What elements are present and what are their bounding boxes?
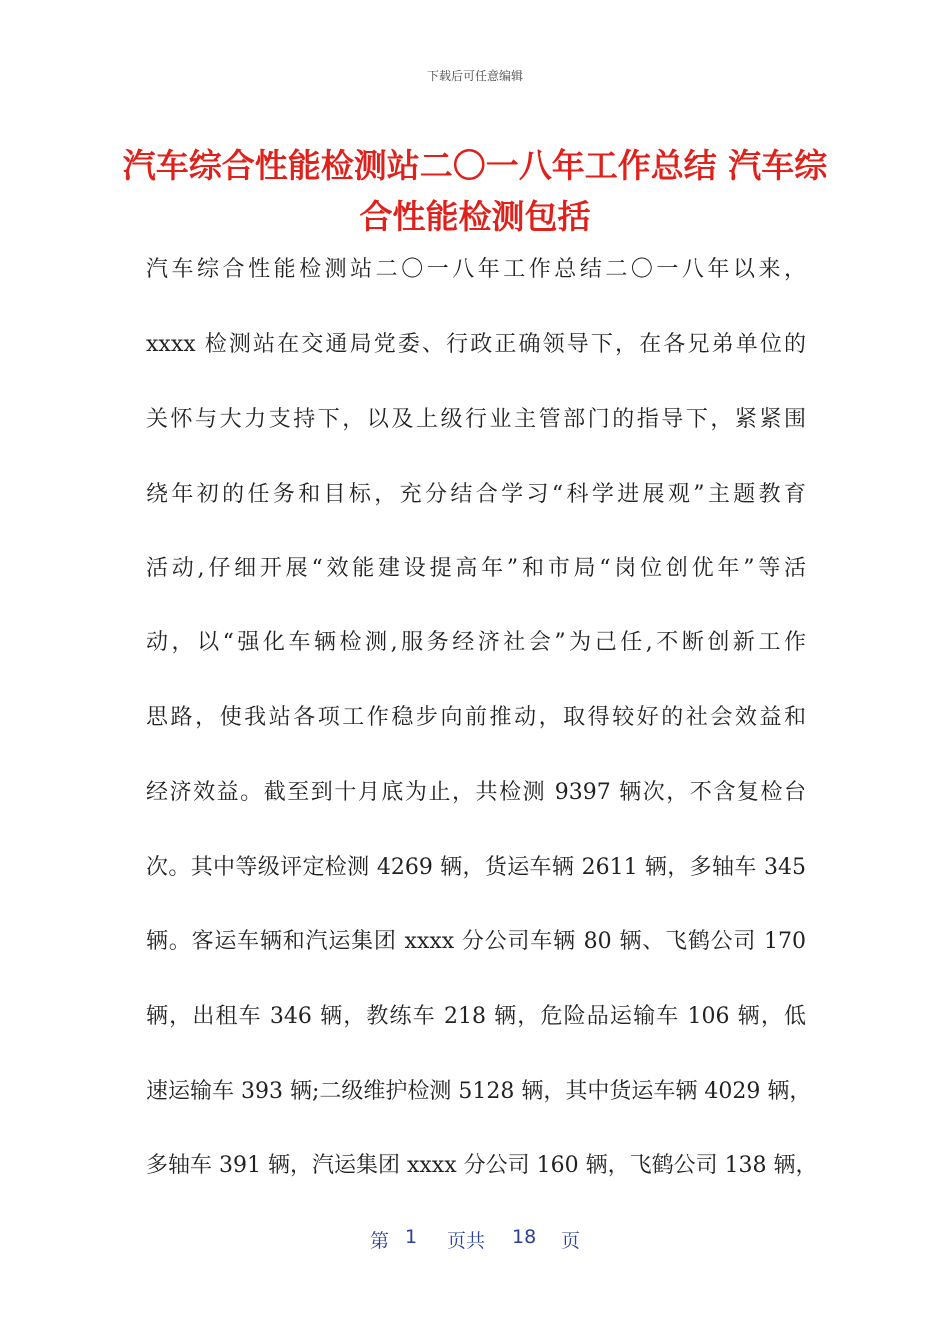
body-line: xxxx 检测站在交通局党委、行政正确领导下，在各兄弟单位的 [146, 332, 806, 357]
page-prefix: 第 [370, 1230, 390, 1252]
body-line: 思路，使我站各项工作稳步向前推动，取得较好的社会效益和 [146, 705, 806, 730]
page-footer [0, 1226, 950, 1256]
body-line: 次。其中等级评定检测 4269 辆，货运车辆 2611 辆，多轴车 345 [146, 855, 806, 880]
body-line: 辆。客运车辆和汽运集团 xxxx 分公司车辆 80 辆、飞鹤公司 170 [146, 929, 806, 954]
page-suffix: 页 [561, 1230, 581, 1252]
body-line: 绕年初的任务和目标，充分结合学习“科学进展观”主题教育 [146, 482, 806, 507]
page-current: 1 [405, 1226, 418, 1248]
body-line: 汽车综合性能检测站二〇一八年工作总结二〇一八年以来， [146, 257, 806, 282]
page-mid: 页共 [447, 1230, 486, 1252]
body-line: 辆，出租车 346 辆，教练车 218 辆，危险品运输车 106 辆，低 [146, 1004, 806, 1029]
document-title: 汽车综合性能检测站二〇一八年工作总结 汽车综合性能检测包括 [122, 146, 828, 236]
body-line: 多轴车 391 辆，汽运集团 xxxx 分公司 160 辆，飞鹤公司 138 辆， [146, 1153, 818, 1178]
page-total: 18 [512, 1226, 537, 1248]
body-line: 经济效益。截至到十月底为止，共检测 9397 辆次，不含复检台 [146, 780, 806, 805]
body-line: 关怀与大力支持下，以及上级行业主管部门的指导下，紧紧围 [146, 407, 806, 432]
body-line: 活动,仔细开展“效能建设提高年”和市局“岗位创优年”等活 [146, 556, 806, 581]
body-line: 速运输车 393 辆;二级维护检测 5128 辆，其中货运车辆 4029 辆， [146, 1079, 812, 1104]
header-note: 下载后可任意编辑 [426, 69, 523, 83]
body-line: 动，以“强化车辆检测,服务经济社会”为己任,不断创新工作 [146, 630, 806, 655]
